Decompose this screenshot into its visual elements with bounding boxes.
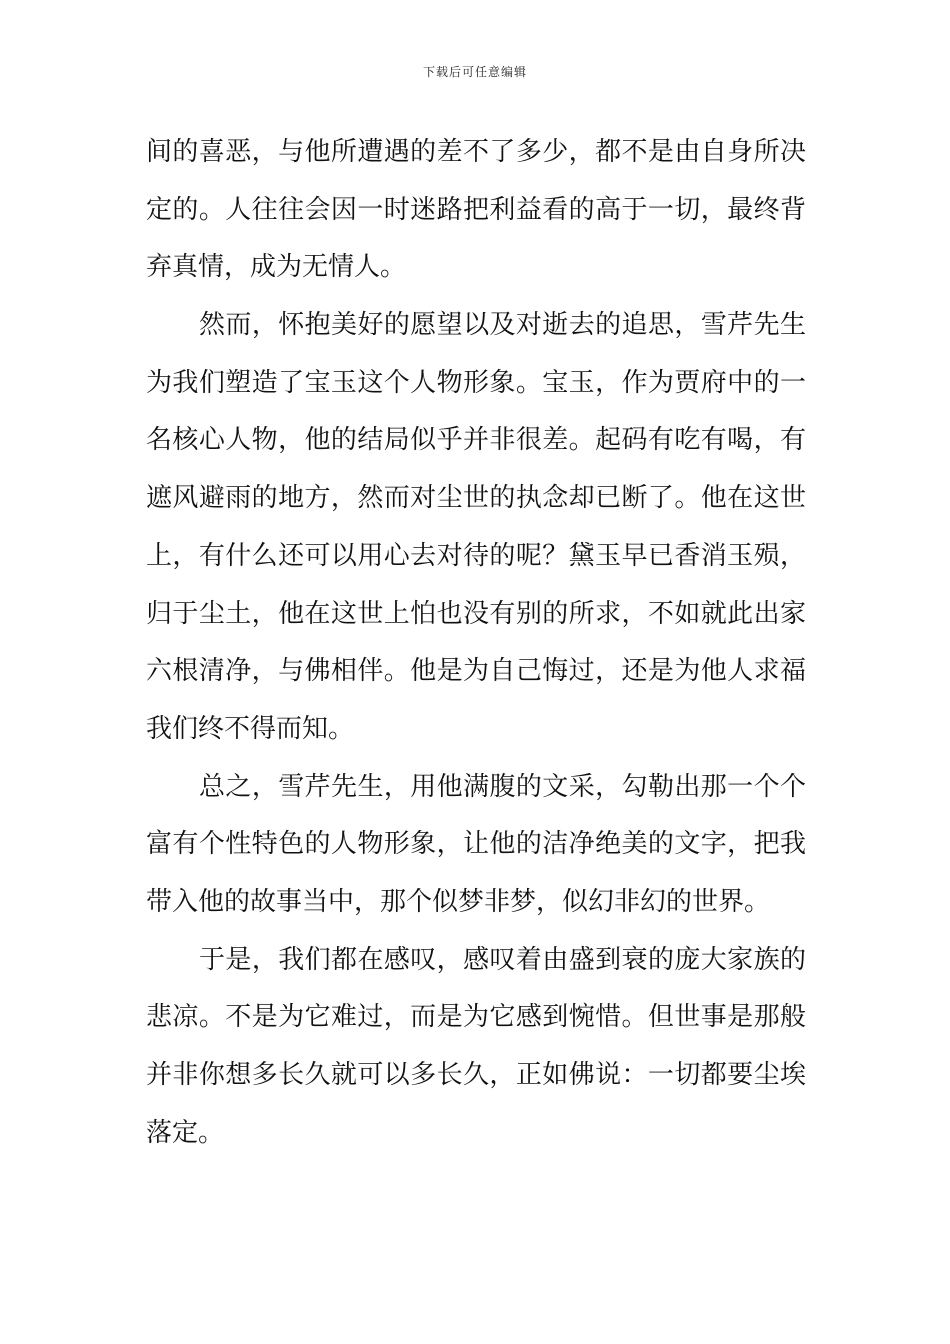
text-line: 总之，雪芹先生，用他满腹的文采，勾勒出那一个个 xyxy=(199,771,806,802)
text-line: 归于尘土，他在这世上怕也没有别的所求，不如就此出家 xyxy=(146,598,806,629)
text-line: 间的喜恶，与他所遭遇的差不了多少，都不是由自身所决 xyxy=(146,137,806,167)
text-line: 带入他的故事当中，那个似梦非梦，似幻非幻的世界。 xyxy=(146,886,771,917)
text-line: 于是，我们都在感叹，感叹着由盛到衰的庞大家族的 xyxy=(199,944,806,975)
text-line: 落定。 xyxy=(146,1117,225,1148)
text-line: 上，有什么还可以用心去对待的呢？黛玉早已香消玉殒， xyxy=(146,540,806,571)
text-line: 我们终不得而知。 xyxy=(146,713,355,744)
text-line: 然而，怀抱美好的愿望以及对逝去的追思，雪芹先生 xyxy=(199,310,806,341)
text-line: 弃真情，成为无情人。 xyxy=(146,252,407,283)
text-line: 定的。人往往会因一时迷路把利益看的高于一切，最终背 xyxy=(146,194,806,225)
text-line: 悲凉。不是为它难过，而是为它感到惋惜。但世事是那般 xyxy=(146,1002,806,1033)
text-line: 并非你想多长久就可以多长久，正如佛说：一切都要尘埃 xyxy=(146,1060,806,1090)
text-line: 六根清净，与佛相伴。他是为自己悔过，还是为他人求福 xyxy=(146,656,806,687)
text-line: 遮风避雨的地方，然而对尘世的执念却已断了。他在这世 xyxy=(146,483,806,514)
text-line: 名核心人物，他的结局似乎并非很差。起码有吃有喝，有 xyxy=(146,425,806,456)
document-body xyxy=(146,124,806,1162)
page-header: 下载后可任意编辑 xyxy=(422,65,527,79)
text-line: 富有个性特色的人物形象，让他的洁净绝美的文字，把我 xyxy=(146,829,806,860)
text-line: 为我们塑造了宝玉这个人物形象。宝玉，作为贾府中的一 xyxy=(146,367,806,398)
